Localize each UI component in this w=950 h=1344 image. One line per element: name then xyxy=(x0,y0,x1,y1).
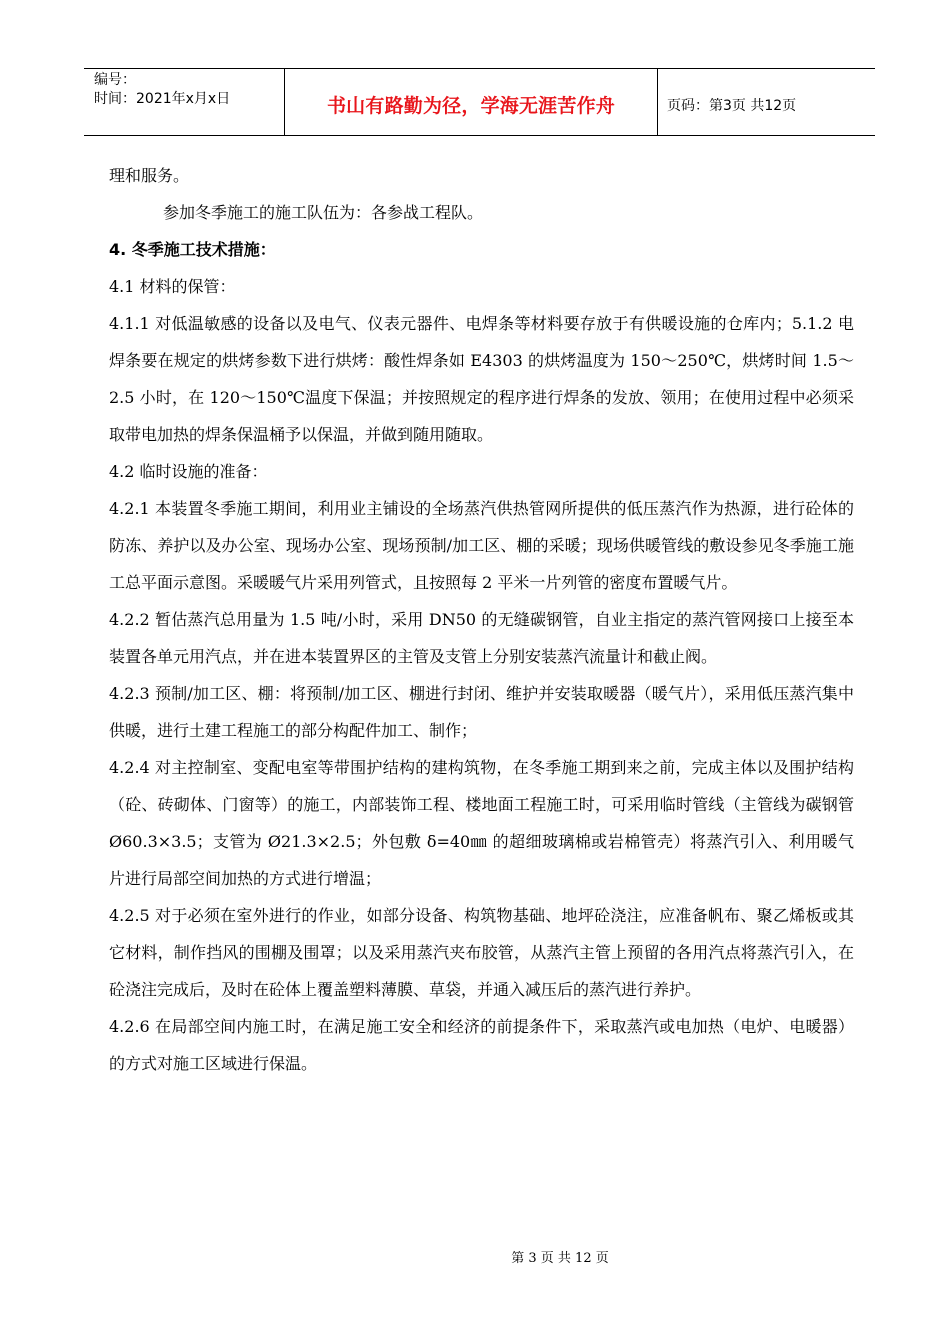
document-date: 时间：2021年x月x日 xyxy=(94,91,231,107)
paragraph: 参加冬季施工的施工队伍为：各参战工程队。 xyxy=(163,203,484,222)
paragraph: 理和服务。 xyxy=(109,166,190,185)
header-page-cell xyxy=(658,69,875,135)
paragraph: 4.1.1 对低温敏感的设备以及电气、仪表元器件、电焊条等材料要存放于有供暖设施的仓库内；5.1.2 电焊条要在规定的烘烤参数下进行烘烤：酸性焊条如 E4303 的烘烤温度为 150～250℃，烘烤时间 1.5～2.5 小时，在 120～150℃温度下保温；并按照规定的程序进行焊条的发放、领用；在使用过程中必须采取带电加热的焊条保温桶予以保温，并做到随用随取。 xyxy=(109,314,854,444)
header-motto-cell xyxy=(285,69,658,135)
paragraph: 4.2.3 预制/加工区、棚：将预制/加工区、棚进行封闭、维护并安装取暖器（暖气片），采用低压蒸汽集中供暖，进行土建工程施工的部分构配件加工、制作； xyxy=(109,684,854,740)
header-table xyxy=(84,68,875,136)
header-page-info: 页码：第3页 共12页 xyxy=(667,98,797,114)
paragraph: 4.2.4 对主控制室、变配电室等带围护结构的建构筑物，在冬季施工期到来之前，完成主体以及围护结构（砼、砖砌体、门窗等）的施工，内部装饰工程、楼地面工程施工时，可采用临时管线（主管线为碳钢管 Ø60.3×3.5；支管为 Ø21.3×2.5；外包敷 δ=40㎜ 的超细玻璃棉或岩棉管壳）将蒸汽引入、利用暖气片进行局部空间加热的方式进行增温； xyxy=(109,758,854,888)
header-meta-cell xyxy=(84,69,285,135)
paragraph: 4.2.1 本装置冬季施工期间，利用业主铺设的全场蒸汽供热管网所提供的低压蒸汽作为热源，进行砼体的防冻、养护以及办公室、现场办公室、现场预制/加工区、棚的采暖；现场供暖管线的敷设参见冬季施工施工总平面示意图。采暖暖气片采用列管式，且按照每 2 平米一片列管的密度布置暖气片。 xyxy=(109,499,854,592)
paragraph: 4.2.5 对于必须在室外进行的作业，如部分设备、构筑物基础、地坪砼浇注，应准备帆布、聚乙烯板或其它材料，制作挡风的围棚及围罩；以及采用蒸汽夹布胶管，从蒸汽主管上预留的各用汽点将蒸汽引入，在砼浇注完成后，及时在砼体上覆盖塑料薄膜、草袋，并通入减压后的蒸汽进行养护。 xyxy=(109,906,854,999)
document-number-label: 编号： xyxy=(94,72,136,88)
header-motto: 书山有路勤为径，学海无涯苦作舟 xyxy=(326,94,615,117)
page-footer xyxy=(0,1247,950,1266)
paragraph: 4.2.6 在局部空间内施工时，在满足施工安全和经济的前提条件下，采取蒸汽或电加热（电炉、电暖器）的方式对施工区域进行保温。 xyxy=(109,1017,854,1073)
document-body xyxy=(109,157,854,1082)
section-heading: 4. 冬季施工技术措施： xyxy=(109,240,276,259)
footer-page-number: 第 3 页 共 12 页 xyxy=(511,1251,609,1266)
subsection-heading: 4.2 临时设施的准备： xyxy=(109,462,268,481)
paragraph: 4.2.2 暂估蒸汽总用量为 1.5 吨/小时，采用 DN50 的无缝碳钢管，自业主指定的蒸汽管网接口上接至本装置各单元用汽点，并在进本装置界区的主管及支管上分别安装蒸汽流量计和截止阀。 xyxy=(109,610,854,666)
subsection-heading: 4.1 材料的保管： xyxy=(109,277,236,296)
